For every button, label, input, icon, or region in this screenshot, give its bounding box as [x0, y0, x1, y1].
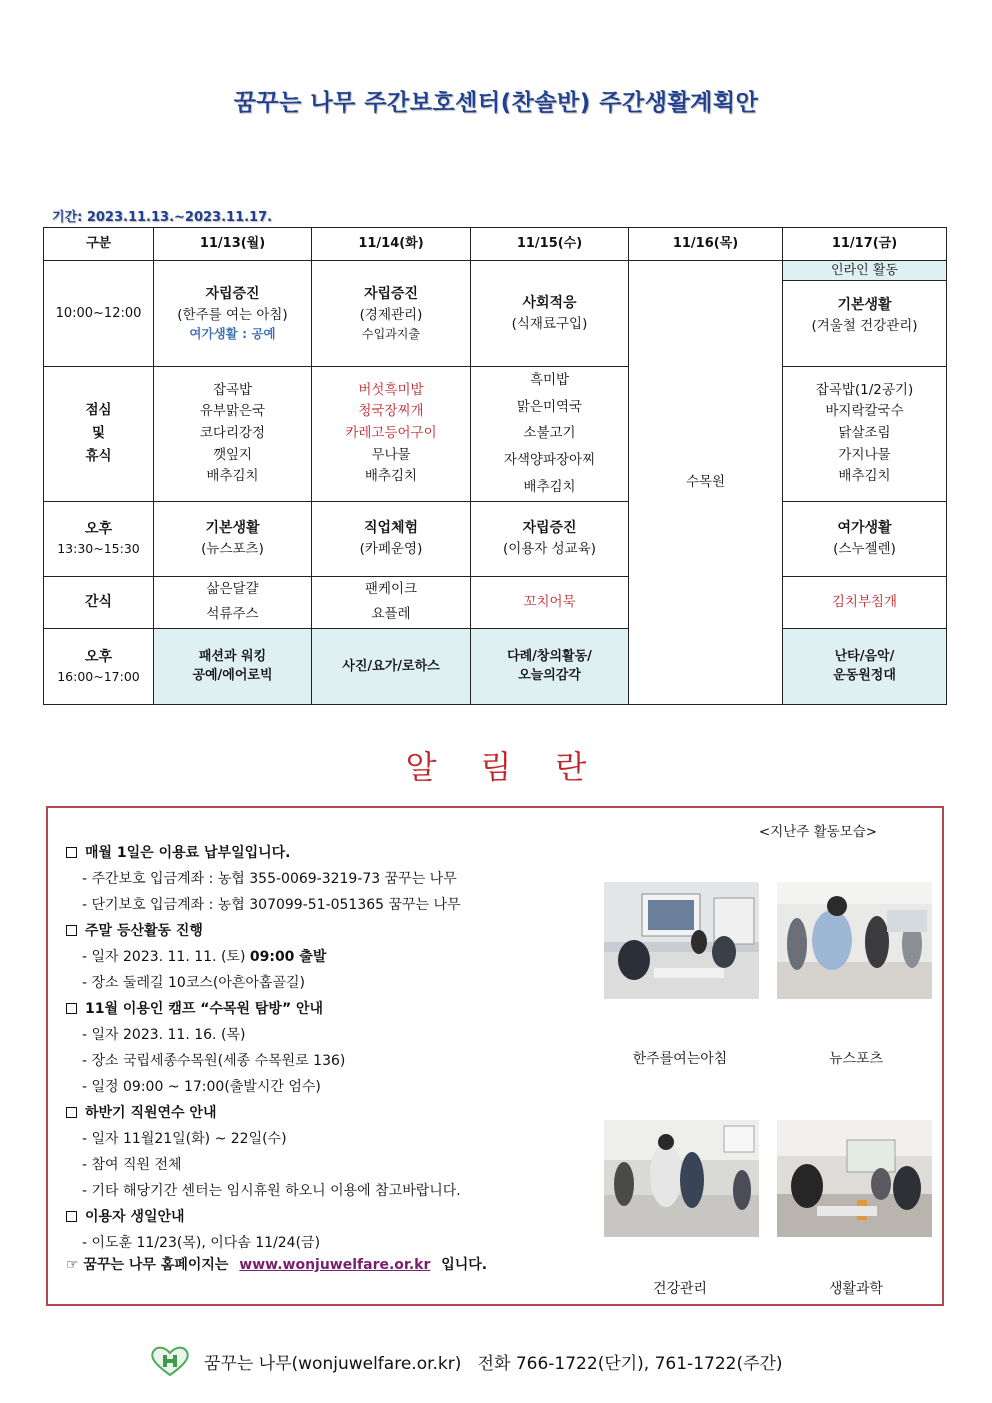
snack-item: 삶은달걀 — [206, 580, 259, 597]
checkbox-square-icon — [66, 925, 77, 936]
notice-text: - 장소 둘레길 10코스(아흔아홉골길) — [82, 975, 305, 991]
menu-item: 코다리강정 — [199, 425, 266, 441]
activity-line: 공예/에어로빅 — [192, 668, 273, 684]
label-line: 오후 — [84, 520, 113, 537]
notice-detail-item — [82, 972, 305, 992]
label-line: 점심 — [85, 402, 112, 419]
notice-detail-item — [82, 946, 326, 966]
notice-text: 11월 이용인 캠프 “수목원 탐방” 안내 — [85, 1001, 324, 1017]
activity-photo — [604, 882, 759, 999]
activity-sub: (한주를 여는 아침) — [177, 306, 288, 323]
activity-line: 운동원정대 — [833, 668, 896, 684]
activity-title: 자립증진 — [522, 519, 577, 536]
schedule-cell — [783, 261, 947, 367]
photo-caption: 생활과학 — [828, 1281, 884, 1297]
notice-heading-item — [66, 1102, 216, 1122]
notice-box — [46, 806, 944, 1306]
notice-text: - 일자 2023. 11. 16. (목) — [82, 1027, 246, 1043]
menu-item: 잡곡밥(1/2공기) — [815, 381, 914, 398]
label-line: 휴식 — [85, 448, 112, 465]
table-row — [44, 367, 947, 502]
notice-detail-item — [82, 894, 461, 914]
table-header-row — [44, 228, 947, 261]
menu-cell — [471, 367, 629, 502]
notice-bold-text: 09:00 출발 — [249, 949, 327, 965]
label-line: 오후 — [84, 648, 113, 665]
activity-sub: (카페운영) — [359, 540, 423, 557]
schedule-cell — [312, 501, 471, 576]
table-row — [44, 628, 947, 704]
schedule-cell — [783, 501, 947, 576]
activity-title: 직업체험 — [363, 519, 419, 536]
time-label — [44, 628, 154, 704]
notice-heading-char: 알 — [405, 748, 481, 786]
notice-text: - 이도훈 11/23(목), 이다솜 11/24(금) — [82, 1235, 321, 1251]
activity-title: 자립증진 — [205, 285, 260, 302]
homepage-line — [66, 1254, 487, 1274]
activity-photo — [604, 1120, 759, 1237]
homepage-suffix: 입니다. — [441, 1257, 488, 1273]
notice-text: - 일자 2023. 11. 11. (토) — [82, 949, 250, 965]
page-title: 꿈꾸는 나무 주간보호센터(찬솔반) 주간생활계획안 — [233, 90, 759, 116]
notice-heading-item — [66, 998, 323, 1018]
notice-text: - 참여 직원 전체 — [82, 1157, 182, 1173]
schedule-cell — [471, 261, 629, 367]
activity-note: 여가생활 : 공예 — [189, 325, 276, 341]
activity-sub: (스누젤렌) — [833, 540, 896, 557]
activity-line: 다례/창의활동/ — [507, 648, 592, 664]
footer — [150, 1345, 783, 1377]
menu-item: 흑미밥 — [529, 372, 570, 388]
schedule-cell: 사진/요가/로하스 — [312, 628, 471, 704]
notice-text: 주말 등산활동 진행 — [85, 923, 203, 939]
notice-heading — [0, 742, 992, 788]
activity-title: 여가생활 — [837, 519, 892, 536]
activity-title: 기본생활 — [205, 519, 260, 536]
header-cell: 11/17(금) — [783, 228, 947, 261]
notice-heading-char: 림 — [480, 748, 556, 786]
notice-text: - 단기보호 입금계좌 : 농협 307099-51-051365 꿈꾸는 나무 — [82, 897, 461, 913]
notice-detail-item — [82, 868, 457, 888]
menu-item: 맑은미역국 — [516, 398, 583, 415]
notice-text: 이용자 생일안내 — [85, 1209, 185, 1225]
notice-text: 하반기 직원연수 안내 — [85, 1105, 217, 1121]
notice-detail-item — [82, 1232, 320, 1252]
notice-detail-item — [82, 1024, 245, 1044]
header-cell: 11/14(화) — [312, 228, 471, 261]
activity-line: 패션과 워킹 — [198, 648, 267, 664]
activity-sub: (겨울철 건강관리) — [811, 318, 918, 334]
snack-label: 간식 — [44, 576, 154, 628]
activity-title: 기본생활 — [837, 297, 892, 313]
table-row — [44, 501, 947, 576]
menu-item: 소불고기 — [523, 425, 576, 442]
schedule-cell — [154, 628, 312, 704]
notice-detail-item — [82, 1128, 287, 1148]
checkbox-square-icon — [66, 847, 77, 858]
menu-item: 버섯흑미밥 — [358, 381, 424, 398]
homepage-link[interactable]: www.wonjuwelfare.or.kr — [239, 1257, 431, 1273]
notice-detail-item — [82, 1154, 182, 1174]
homepage-prefix: ☞ 꿈꾸는 나무 홈페이지는 — [66, 1257, 229, 1273]
menu-item: 유부맑은국 — [199, 403, 266, 420]
activity-sub: (경제관리) — [359, 306, 423, 323]
photo-caption: 한주를여는아침 — [632, 1051, 728, 1067]
label-line: 및 — [91, 425, 106, 442]
lunch-label — [44, 367, 154, 502]
schedule-cell — [783, 628, 947, 704]
snack-cell — [154, 576, 312, 628]
notice-text: - 일정 09:00 ~ 17:00(출발시간 엄수) — [82, 1079, 321, 1095]
notice-text: - 장소 국립세종수목원(세종 수목원로 136) — [82, 1053, 346, 1069]
header-cell: 11/16(목) — [629, 228, 783, 261]
activity-title: 자립증진 — [363, 285, 419, 302]
schedule-cell — [471, 628, 629, 704]
photo-caption: 뉴스포츠 — [828, 1051, 884, 1067]
activity-photo — [777, 882, 932, 999]
heart-logo-icon — [150, 1345, 190, 1377]
header-cell: 11/13(월) — [154, 228, 312, 261]
menu-item: 자색양파장아찌 — [503, 452, 596, 469]
menu-item: 배추김치 — [364, 468, 418, 485]
menu-item: 닭살조림 — [838, 425, 891, 441]
snack-item: 요플레 — [371, 606, 411, 623]
table-row — [44, 576, 947, 628]
schedule-cell — [154, 501, 312, 576]
activity-line: 오늘의감각 — [518, 668, 581, 684]
notice-text: 매월 1일은 이용료 납부일입니다. — [85, 845, 291, 861]
notice-detail-item — [82, 1050, 345, 1070]
weekly-schedule-table — [43, 227, 947, 705]
notice-heading-char: 란 — [555, 748, 631, 786]
checkbox-square-icon — [66, 1003, 77, 1014]
notice-text: - 주간보호 입금계좌 : 농협 355-0069-3219-73 꿈꾸는 나무 — [82, 871, 457, 887]
menu-cell — [783, 367, 947, 502]
menu-item: 무나물 — [371, 446, 411, 463]
activity-sub: (이용자 성교육) — [502, 540, 597, 557]
footer-text: 꿈꾸는 나무(wonjuwelfare.or.kr) 전화 766-1722(단기), 761-1722(주간) — [204, 1353, 783, 1374]
menu-item: 배추김치 — [206, 468, 259, 485]
menu-item: 잡곡밥 — [212, 381, 253, 398]
menu-item: 바지락칼국수 — [825, 403, 904, 420]
snack-cell — [312, 576, 471, 628]
checkbox-square-icon — [66, 1107, 77, 1118]
schedule-cell — [471, 501, 629, 576]
activity-title: 사회적응 — [522, 294, 577, 311]
snack-item: 석류주스 — [206, 606, 259, 623]
activity-photo — [777, 1120, 932, 1237]
photo-caption: 건강관리 — [652, 1281, 708, 1297]
notice-detail-item — [82, 1076, 321, 1096]
checkbox-square-icon — [66, 1211, 77, 1222]
online-activity-label: 인라인 활동 — [783, 261, 946, 281]
period-label: 기간: 2023.11.13.~2023.11.17. — [52, 210, 273, 225]
notice-text: - 일자 11월21일(화) ~ 22일(수) — [82, 1131, 287, 1147]
menu-item: 청국장찌개 — [358, 403, 424, 420]
menu-cell — [312, 367, 471, 502]
thursday-merged-cell: 수목원 — [629, 261, 783, 705]
snack-item: 팬케이크 — [364, 580, 418, 597]
activity-sub: (식재료구입) — [511, 315, 588, 332]
notice-text: - 기타 해당기간 센터는 임시휴원 하오니 이용에 참고바랍니다. — [82, 1183, 461, 1199]
activity-line: 난타/음악/ — [834, 648, 895, 664]
schedule-cell — [312, 261, 471, 367]
menu-item: 깻잎지 — [212, 446, 253, 463]
menu-item: 배추김치 — [523, 478, 576, 495]
menu-item: 가지나물 — [838, 446, 891, 463]
menu-cell — [154, 367, 312, 502]
menu-item: 배추김치 — [838, 468, 891, 485]
table-row — [44, 261, 947, 367]
notice-heading-item — [66, 842, 291, 862]
notice-detail-item — [82, 1180, 461, 1200]
snack-cell: 김치부침개 — [783, 576, 947, 628]
header-cell: 구분 — [44, 228, 154, 261]
schedule-cell — [154, 261, 312, 367]
header-cell: 11/15(수) — [471, 228, 629, 261]
snack-cell: 꼬치어묵 — [471, 576, 629, 628]
photos-caption: <지난주 활동모습> — [758, 824, 878, 840]
activity-note: 수입과지출 — [362, 327, 420, 342]
label-line: 16:00~17:00 — [57, 668, 140, 684]
menu-item: 카레고등어구이 — [345, 425, 437, 441]
time-label: 10:00~12:00 — [44, 261, 154, 367]
label-line: 13:30~15:30 — [57, 540, 140, 556]
notice-heading-item — [66, 920, 203, 940]
notice-heading-item — [66, 1206, 185, 1226]
activity-sub: (뉴스포츠) — [201, 540, 264, 557]
time-label — [44, 501, 154, 576]
